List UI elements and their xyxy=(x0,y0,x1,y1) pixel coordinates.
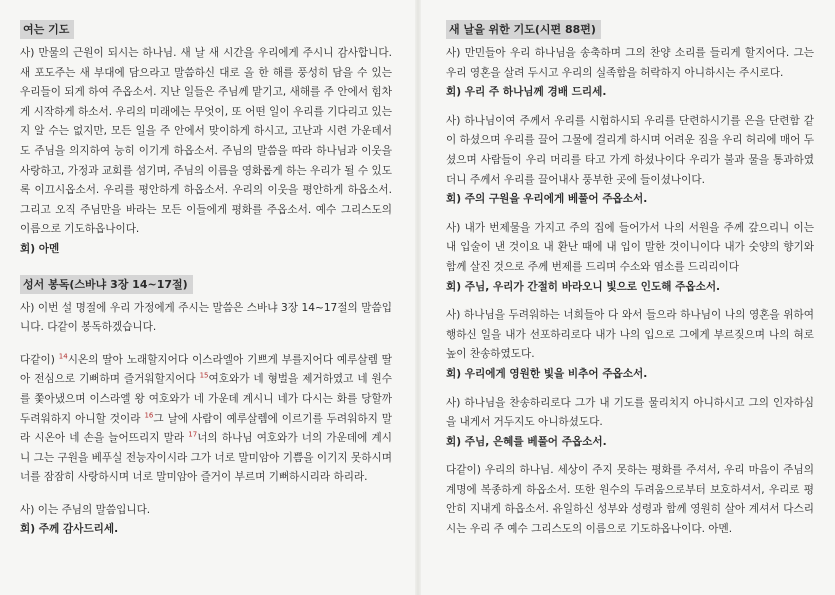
opening-prayer-body xyxy=(20,44,392,260)
scripture-intro: 사) 이번 설 명절에 우리 가정에게 주시는 말씀은 스바냐 3장 14~17절의 말씀입니다. 다같이 봉독하겠습니다. xyxy=(20,301,392,334)
page-gutter xyxy=(415,0,421,595)
stanza-leader: 사) 내가 번제물을 가지고 주의 집에 들어가서 나의 서원을 주께 갚으리니 이는 내 입술이 낸 것이요 내 환난 때에 내 입이 말한 것이니이다 내가 숫양의 향기와 함께 살진 것으로 주께 번제를 드리며 수소와 염소를 드리리이다 xyxy=(446,221,814,273)
reading-prefix: 다같이) xyxy=(20,353,55,366)
scripture-closing-response: 회) 주께 감사드리세. xyxy=(20,523,119,536)
stanza xyxy=(446,112,814,210)
verse-text: 시온의 딸아 노래할지어다 이스라엘아 기쁘게 부를지어다 예루살렘 딸아 전심으로 기뻐하며 즐거워할지어다 xyxy=(20,353,392,386)
stanza xyxy=(446,306,814,384)
stanza-leader: 사) 만민들아 우리 하나님을 송축하며 그의 찬양 소리를 들리게 할지어다. 그는 우리 영혼을 살려 두시고 우리의 실족함을 허락하지 아니하시는 주시로다. xyxy=(446,47,814,79)
verse-number: 14 xyxy=(58,352,68,361)
left-column xyxy=(20,18,392,553)
scripture-reading xyxy=(20,351,392,488)
psalm-prayer-title: 새 날을 위한 기도(시편 88편) xyxy=(446,20,601,39)
verse-number: 17 xyxy=(188,430,198,439)
stanza-response: 회) 주의 구원을 우리에게 베풀어 주옵소서. xyxy=(446,193,648,206)
stanza-response: 회) 주님, 우리가 간절히 바라오니 빛으로 인도해 주옵소서. xyxy=(446,280,721,293)
stanza xyxy=(446,219,814,297)
closing-prayer: 다같이) 우리의 하나님. 세상이 주지 못하는 평화를 주셔서, 우리 마음이 주님의 계명에 복종하게 하옵소서. 또한 원수의 두려움으로부터 보호하셔서, 우리로 평안히 지내게 하옵소서. 유일하신 성부와 성령과 함께 영원히 살아 계셔서 다스리시는 우리 주 예수 그리스도의 이름으로 기도하옵나이다. 아멘. xyxy=(446,464,814,536)
verse-text: 그 날에 사람이 예루살렘에 이르기를 두려워하지 말라 시온아 네 손을 늘어뜨리지 말라 xyxy=(20,412,393,445)
stanza-leader: 사) 하나님을 두려워하는 너희들아 다 와서 들으라 하나님이 나의 영혼을 위하여 행하신 일을 내가 선포하리로다 내가 나의 입으로 그에게 부르짖으며 나의 혀로 높이 찬송하였도다. xyxy=(446,309,814,361)
scripture-title: 성서 봉독(스바냐 3장 14~17절) xyxy=(20,275,193,294)
verse-text: 너의 하나님 여호와가 너의 가운데에 계시니 그는 구원을 베푸실 전능자이시라 그가 너로 말미암아 기쁨을 이기지 못하시며 너를 잠잠히 사랑하시며 너로 말미암아 즐거이 부르며 기뻐하시리라 하리라. xyxy=(20,432,393,484)
stanza-response: 회) 주님, 은혜를 베풀어 주옵소서. xyxy=(446,435,607,448)
verse-number: 16 xyxy=(144,410,154,419)
stanza-response: 회) 우리 주 하나님께 경배 드리세. xyxy=(446,86,607,99)
verse-number: 15 xyxy=(199,371,209,380)
scripture-closing xyxy=(20,501,392,540)
scripture-closing-leader: 사) 이는 주님의 말씀입니다. xyxy=(20,503,151,516)
opening-prayer-title: 여는 기도 xyxy=(20,20,74,39)
verse-text: 여호와가 네 형벌을 제거하였고 네 원수를 쫓아냈으며 이스라엘 왕 여호와가 네 가운데 계시니 네가 다시는 화를 당할까 두려워하지 아니할 것이라 xyxy=(20,373,393,425)
opening-prayer-response: 회) 아멘 xyxy=(20,242,60,255)
stanza xyxy=(446,44,814,103)
stanza-leader: 사) 하나님이여 주께서 우리를 시험하시되 우리를 단련하시기를 은을 단련함 같이 하셨으며 우리를 끌어 그물에 걸리게 하시며 어려운 짐을 우리 허리에 매어 두셨으며 사람들이 우리 머리를 타고 가게 하셨나이다 우리가 불과 물을 통과하였더니 주께서 우리를 끌어내사 풍부한 곳에 들이셨나이다. xyxy=(446,114,814,186)
stanza xyxy=(446,394,814,453)
right-column xyxy=(446,18,814,553)
opening-prayer-leader: 사) 만물의 근원이 되시는 하나님. 새 날 새 시간을 우리에게 주시니 감사합니다. 새 포도주는 새 부대에 담으라고 말씀하신 대로 올 한 해를 풍성히 담을 수 있는 우리들이 되게 하여 주옵소서. 지난 일들은 주님께 맡기고, 새해를 주 안에서 힘차게 시작하게 하소서. 우리의 미래에는 무엇이, 또 어떤 일이 우리를 기다리고 있는지 알 수는 없지만, 모든 일을 주 안에서 맞이하게 하시고, 고난과 시련 가운데서도 주님을 의지하여 능히 이기게 하옵소서. 주님의 말씀을 따라 하나님과 이웃을 사랑하고, 가정과 교회를 섬기며, 주님의 이름을 영화롭게 하는 우리가 될 수 있도록 이끄시옵소서. 우리를 평안하게 하옵소서. 우리의 이웃을 평안하게 하옵소서. 그리고 오직 주님만을 바라는 모든 이들에게 평화를 주옵소서. 예수 그리스도의 이름으로 기도하옵나이다. xyxy=(20,47,392,236)
stanza-response: 회) 우리에게 영원한 빛을 비추어 주옵소서. xyxy=(446,367,648,380)
stanza-leader: 사) 하나님을 찬송하리로다 그가 내 기도를 물리치지 아니하시고 그의 인자하심을 내게서 거두지도 아니하셨도다. xyxy=(446,396,814,429)
